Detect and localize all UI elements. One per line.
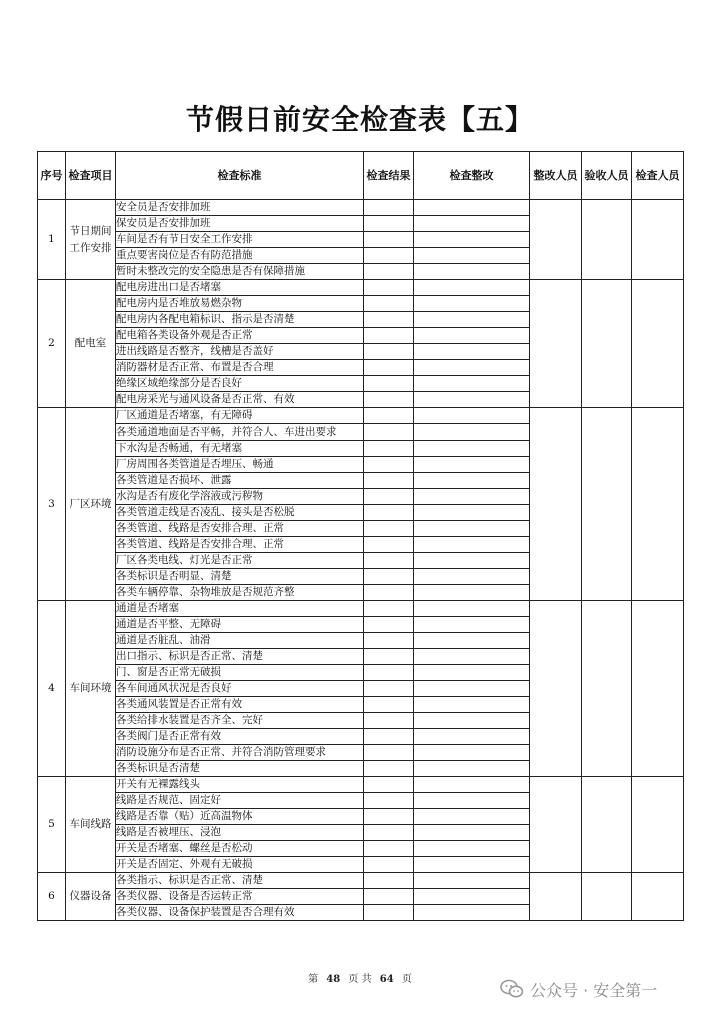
header-result: 检查结果 [364,152,414,200]
rectify-cell[interactable] [414,745,530,761]
table-row [38,408,684,424]
standard-cell: 安全员是否安排加班 [116,200,364,216]
result-cell[interactable] [364,280,414,296]
result-cell[interactable] [364,248,414,264]
standard-cell: 各类给排水装置是否齐全、完好 [116,713,364,729]
standard-cell: 开关有无裸露线头 [116,777,364,793]
rectify-cell[interactable] [414,809,530,825]
result-cell[interactable] [364,200,414,216]
rectify-cell[interactable] [414,633,530,649]
standard-cell: 下水沟是否畅通，有无堵塞 [116,441,364,457]
seq-cell: 3 [38,408,66,601]
wechat-watermark [500,976,657,1002]
standard-cell: 线路是否被埋压、浸泡 [116,825,364,841]
result-cell[interactable] [364,761,414,777]
header-rectify: 检查整改 [414,152,530,200]
rectify-cell[interactable] [414,344,530,360]
item-cell: 车间线路 [66,777,116,873]
rectify-person-cell[interactable] [530,200,582,280]
result-cell[interactable] [364,328,414,344]
result-cell[interactable] [364,633,414,649]
result-cell[interactable] [364,585,414,601]
rectify-cell[interactable] [414,649,530,665]
watermark-text: 公众号 · 安全第一 [530,980,658,1000]
standard-cell: 进出线路是否整齐，线槽是否盖好 [116,344,364,360]
rectify-cell[interactable] [414,825,530,841]
item-cell: 厂区环境 [66,408,116,601]
standard-cell: 绝缘区域绝缘部分是否良好 [116,376,364,392]
standard-cell: 配电房进出口是否堵塞 [116,280,364,296]
result-cell[interactable] [364,905,414,921]
table-row [38,777,684,793]
result-cell[interactable] [364,441,414,457]
inspector-cell[interactable] [632,601,684,777]
standard-cell: 开关是否堵塞、螺丝是否松动 [116,841,364,857]
result-cell[interactable] [364,408,414,424]
result-cell[interactable] [364,697,414,713]
rectify-cell[interactable] [414,216,530,232]
rectify-cell[interactable] [414,889,530,905]
rectify-cell[interactable] [414,376,530,392]
page-current: 48 [326,974,341,985]
accept-person-cell[interactable] [582,280,632,408]
standard-cell: 各类仪器、设备是否运转正常 [116,889,364,905]
standard-cell: 各车间通风状况是否良好 [116,681,364,697]
result-cell[interactable] [364,841,414,857]
result-cell[interactable] [364,713,414,729]
result-cell[interactable] [364,392,414,408]
result-cell[interactable] [364,857,414,873]
standard-cell: 厂区各类电线、灯光是否正常 [116,553,364,569]
page-suffix: 页 [401,974,412,985]
standard-cell: 开关是否固定、外观有无破损 [116,857,364,873]
seq-cell: 2 [38,280,66,408]
standard-cell: 配电箱各类设备外观是否正常 [116,328,364,344]
inspector-cell[interactable] [632,408,684,601]
rectify-cell[interactable] [414,537,530,553]
standard-cell: 配电房采光与通风设备是否正常、有效 [116,392,364,408]
rectify-cell[interactable] [414,441,530,457]
result-cell[interactable] [364,777,414,793]
result-cell[interactable] [364,825,414,841]
rectify-cell[interactable] [414,360,530,376]
standard-cell: 重点要害岗位是否有防范措施 [116,248,364,264]
inspector-cell[interactable] [632,200,684,280]
seq-cell: 4 [38,601,66,777]
page-title: 节假日前安全检查表【五】 [185,103,534,136]
header-standard: 检查标准 [116,152,364,200]
result-cell[interactable] [364,793,414,809]
table-row [38,873,684,889]
table-row [38,280,684,296]
standard-cell: 保安员是否安排加班 [116,216,364,232]
result-cell[interactable] [364,681,414,697]
rectify-person-cell[interactable] [530,408,582,601]
rectify-cell[interactable] [414,296,530,312]
standard-cell: 配电房内各配电箱标识、指示是否清楚 [116,312,364,328]
rectify-cell[interactable] [414,248,530,264]
rectify-cell[interactable] [414,392,530,408]
inspector-cell[interactable] [632,777,684,873]
result-cell[interactable] [364,232,414,248]
inspection-table [37,151,684,921]
rectify-cell[interactable] [414,713,530,729]
result-cell[interactable] [364,344,414,360]
rectify-cell[interactable] [414,489,530,505]
rectify-cell[interactable] [414,473,530,489]
result-cell[interactable] [364,424,414,441]
result-cell[interactable] [364,537,414,553]
rectify-cell[interactable] [414,841,530,857]
standard-cell: 厂房周围各类管道是否埋压、畅通 [116,457,364,473]
rectify-cell[interactable] [414,601,530,617]
rectify-cell[interactable] [414,873,530,889]
rectify-cell[interactable] [414,857,530,873]
rectify-cell[interactable] [414,264,530,280]
rectify-person-cell[interactable] [530,873,582,921]
result-cell[interactable] [364,473,414,489]
rectify-cell[interactable] [414,553,530,569]
rectify-cell[interactable] [414,681,530,697]
accept-person-cell[interactable] [582,601,632,777]
page-total: 64 [379,974,394,985]
result-cell[interactable] [364,809,414,825]
result-cell[interactable] [364,649,414,665]
standard-cell: 各类通道地面是否平畅，并符合人、车进出要求 [116,424,364,441]
standard-cell: 通道是否堵塞 [116,601,364,617]
result-cell[interactable] [364,569,414,585]
rectify-cell[interactable] [414,312,530,328]
rectify-cell[interactable] [414,777,530,793]
rectify-cell[interactable] [414,697,530,713]
rectify-cell[interactable] [414,585,530,601]
standard-cell: 各类管道、线路是否安排合理、正常 [116,521,364,537]
rectify-cell[interactable] [414,729,530,745]
seq-cell: 6 [38,873,66,921]
rectify-cell[interactable] [414,505,530,521]
standard-cell: 消防设施分布是否正常、并符合消防管理要求 [116,745,364,761]
standard-cell: 配电房内是否堆放易燃杂物 [116,296,364,312]
result-cell[interactable] [364,376,414,392]
result-cell[interactable] [364,312,414,328]
header-item: 检查项目 [66,152,116,200]
result-cell[interactable] [364,360,414,376]
standard-cell: 线路是否靠（贴）近高温物体 [116,809,364,825]
header-rectify-person: 整改人员 [530,152,582,200]
rectify-person-cell[interactable] [530,280,582,408]
standard-cell: 各类管道是否损坏、泄露 [116,473,364,489]
result-cell[interactable] [364,264,414,280]
standard-cell: 通道是否平整、无障碍 [116,617,364,633]
accept-person-cell[interactable] [582,777,632,873]
page-mid: 页 共 [348,974,372,985]
result-cell[interactable] [364,296,414,312]
rectify-cell[interactable] [414,200,530,216]
header-seq: 序号 [38,152,66,200]
seq-cell: 5 [38,777,66,873]
inspector-cell[interactable] [632,873,684,921]
standard-cell: 各类指示、标识是否正常、清楚 [116,873,364,889]
rectify-cell[interactable] [414,232,530,248]
standard-cell: 门、窗是否正常无破损 [116,665,364,681]
standard-cell: 各类仪器、设备保护装置是否合理有效 [116,905,364,921]
accept-person-cell[interactable] [582,873,632,921]
result-cell[interactable] [364,889,414,905]
header-accept-person: 验收人员 [582,152,632,200]
table-header-row [38,152,684,200]
result-cell[interactable] [364,617,414,633]
standard-cell: 各类阀门是否正常有效 [116,729,364,745]
result-cell[interactable] [364,745,414,761]
standard-cell: 各类管道走线是否凌乱、接头是否松脱 [116,505,364,521]
result-cell[interactable] [364,489,414,505]
item-cell: 节日期间工作安排 [66,200,116,280]
standard-cell: 各类标识是否清楚 [116,761,364,777]
header-inspector: 检查人员 [632,152,684,200]
rectify-cell[interactable] [414,457,530,473]
rectify-cell[interactable] [414,569,530,585]
item-cell: 仪器设备 [66,873,116,921]
table-row [38,601,684,617]
rectify-cell[interactable] [414,328,530,344]
standard-cell: 暂时未整改完的安全隐患是否有保障措施 [116,264,364,280]
rectify-cell[interactable] [414,665,530,681]
rectify-person-cell[interactable] [530,777,582,873]
result-cell[interactable] [364,521,414,537]
table-body [38,200,684,921]
accept-person-cell[interactable] [582,408,632,601]
standard-cell: 通道是否脏乱、油滑 [116,633,364,649]
item-cell: 车间环境 [66,601,116,777]
table-row [38,200,684,216]
standard-cell: 厂区通道是否堵塞，有无障碍 [116,408,364,424]
standard-cell: 各类通风装置是否正常有效 [116,697,364,713]
rectify-cell[interactable] [414,905,530,921]
item-cell: 配电室 [66,280,116,408]
result-cell[interactable] [364,553,414,569]
standard-cell: 车间是否有节日安全工作安排 [116,232,364,248]
rectify-cell[interactable] [414,793,530,809]
standard-cell: 各类管道、线路是否安排合理、正常 [116,537,364,553]
rectify-person-cell[interactable] [530,601,582,777]
standard-cell: 线路是否规范、固定好 [116,793,364,809]
inspector-cell[interactable] [632,280,684,408]
standard-cell: 各类标识是否明显、清楚 [116,569,364,585]
seq-cell: 1 [38,200,66,280]
result-cell[interactable] [364,729,414,745]
result-cell[interactable] [364,665,414,681]
result-cell[interactable] [364,216,414,232]
rectify-cell[interactable] [414,424,530,441]
page-prefix: 第 [308,974,319,985]
rectify-cell[interactable] [414,617,530,633]
standard-cell: 水沟是否有废化学溶液或污秽物 [116,489,364,505]
accept-person-cell[interactable] [582,200,632,280]
wechat-icon [500,979,524,999]
result-cell[interactable] [364,601,414,617]
standard-cell: 出口指示、标识是否正常、清楚 [116,649,364,665]
standard-cell: 消防器材是否正常、布置是否合理 [116,360,364,376]
rectify-cell[interactable] [414,761,530,777]
rectify-cell[interactable] [414,280,530,296]
standard-cell: 各类车辆停靠、杂物堆放是否规范齐整 [116,585,364,601]
rectify-cell[interactable] [414,408,530,424]
result-cell[interactable] [364,505,414,521]
result-cell[interactable] [364,873,414,889]
result-cell[interactable] [364,457,414,473]
rectify-cell[interactable] [414,521,530,537]
